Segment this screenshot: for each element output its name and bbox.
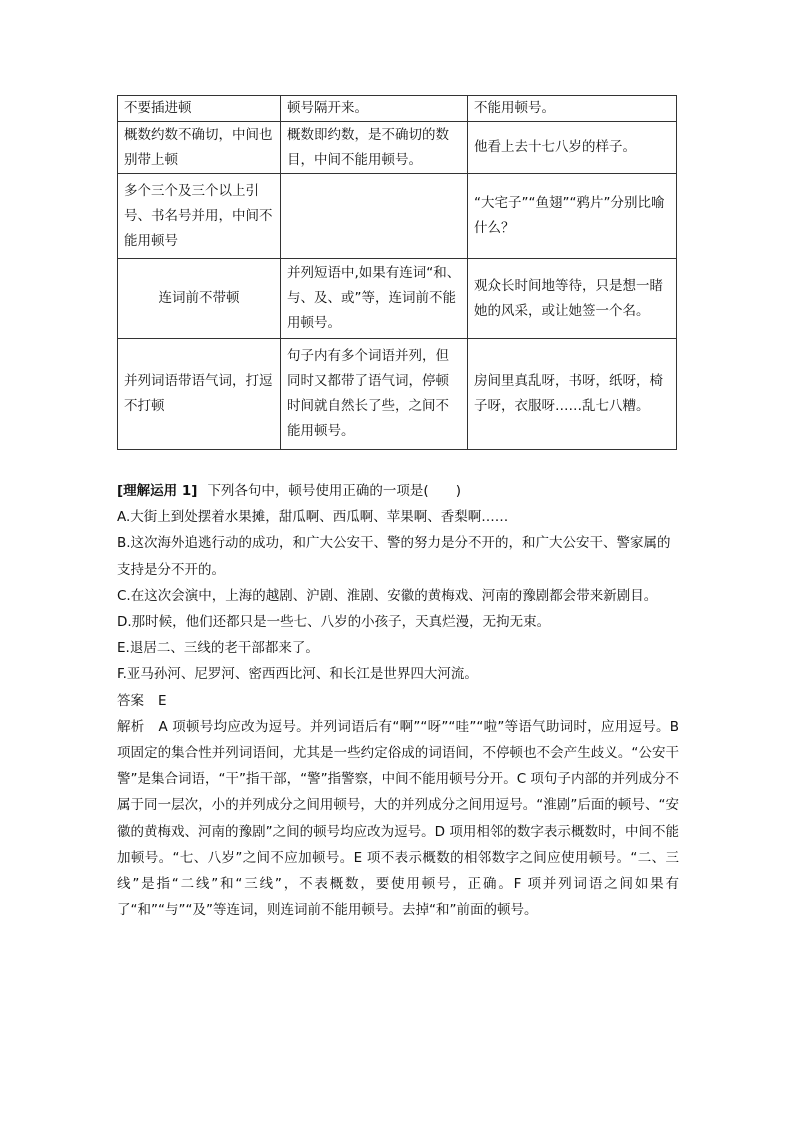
table-row — [118, 339, 677, 450]
option-b: B.这次海外追逃行动的成功，和广大公安干、警的努力是分不开的，和广大公安干、警家属的支持是分不开的。 — [117, 535, 671, 578]
explanation-cell: 句子内有多个词语并列，但同时又都带了语气词，停顿时间就自然长了些，之间不能用顿号。 — [281, 339, 468, 450]
rule-cell: 连词前不带顿 — [118, 259, 281, 339]
table-row — [118, 96, 677, 122]
explanation-cell — [281, 174, 468, 259]
question-label: [理解运用 1] — [117, 483, 198, 499]
table-row — [118, 122, 677, 174]
example-cell: 观众长时间地等待，只是想一睹她的风采，或让她签一个名。 — [468, 259, 677, 339]
answer-label: 答案 — [117, 692, 144, 709]
question-stem: 下列各句中，顿号使用正确的一项是( ) — [207, 483, 461, 499]
example-cell: 房间里真乱呀，书呀，纸呀，椅子呀，衣服呀……乱七八糟。 — [468, 339, 677, 450]
practice-question — [117, 478, 679, 923]
answer-value: E — [158, 692, 167, 709]
example-cell: 不能用顿号。 — [468, 96, 677, 122]
option-d: D.那时候，他们还都只是一些七、八岁的小孩子，天真烂漫，无拘无束。 — [117, 614, 551, 631]
rule-cell: 概数约数不确切，中间也别带上顿 — [118, 122, 281, 174]
table-row — [118, 259, 677, 339]
option-e: E.退居二、三线的老干部都来了。 — [117, 640, 319, 657]
example-cell: “大宅子”“鱼翅”“鸦片”分别比喻什么？ — [468, 174, 677, 259]
analysis-text: A 项顿号均应改为逗号。并列词语后有“啊”“呀”“哇”“啦”等语气助词时，应用逗号。B 项固定的集合性并列词语间，尤其是一些约定俗成的词语间，不停顿也不会产生歧义。“公安干警”是集合词语，“干”指干部，“警”指警察，中间不能用顿号分开。C 项句子内部的并列成分不属于同一层次，小的并列成分之间用顿号，大的并列成分之间用逗号。“淮剧”后面的顿号、“安徽的黄梅戏、河南的豫剧”之间的顿号均应改为逗号。D 项用相邻的数字表示概数时，中间不能加顿号。“七、八岁”之间不应加顿号。E 项不表示概数的相邻数字之间应使用顿号。“二、三线”是指“二线”和“三线”，不表概数，要使用顿号，正确。F 项并列词语之间如果有了“和”“与”“及”等连词，则连词前不能用顿号。去掉“和”前面的顿号。 — [117, 718, 679, 919]
option-c: C.在这次会演中，上海的越剧、沪剧、淮剧、安徽的黄梅戏、河南的豫剧都会带来新剧目。 — [117, 587, 658, 604]
table-row — [118, 174, 677, 259]
rule-cell: 多个三个及三个以上引号、书名号并用，中间不能用顿号 — [118, 174, 281, 259]
analysis-label: 解析 — [117, 718, 145, 735]
comma-rules-table — [117, 95, 677, 450]
rule-cell: 不要插进顿 — [118, 96, 281, 122]
analysis-paragraph — [117, 714, 679, 924]
rule-cell: 并列词语带语气词，打逗不打顿 — [118, 339, 281, 450]
explanation-cell: 概数即约数，是不确切的数目，中间不能用顿号。 — [281, 122, 468, 174]
answer-line — [117, 688, 679, 714]
option-a: A.大街上到处摆着水果摊，甜瓜啊、西瓜啊、苹果啊、香梨啊…… — [117, 509, 509, 526]
question-stem-line — [117, 478, 679, 504]
explanation-cell: 并列短语中,如果有连词“和、与、及、或”等，连词前不能用顿号。 — [281, 259, 468, 339]
option-f: F.亚马孙河、尼罗河、密西西比河、和长江是世界四大河流。 — [117, 666, 478, 683]
example-cell: 他看上去十七八岁的样子。 — [468, 122, 677, 174]
explanation-cell: 顿号隔开来。 — [281, 96, 468, 122]
